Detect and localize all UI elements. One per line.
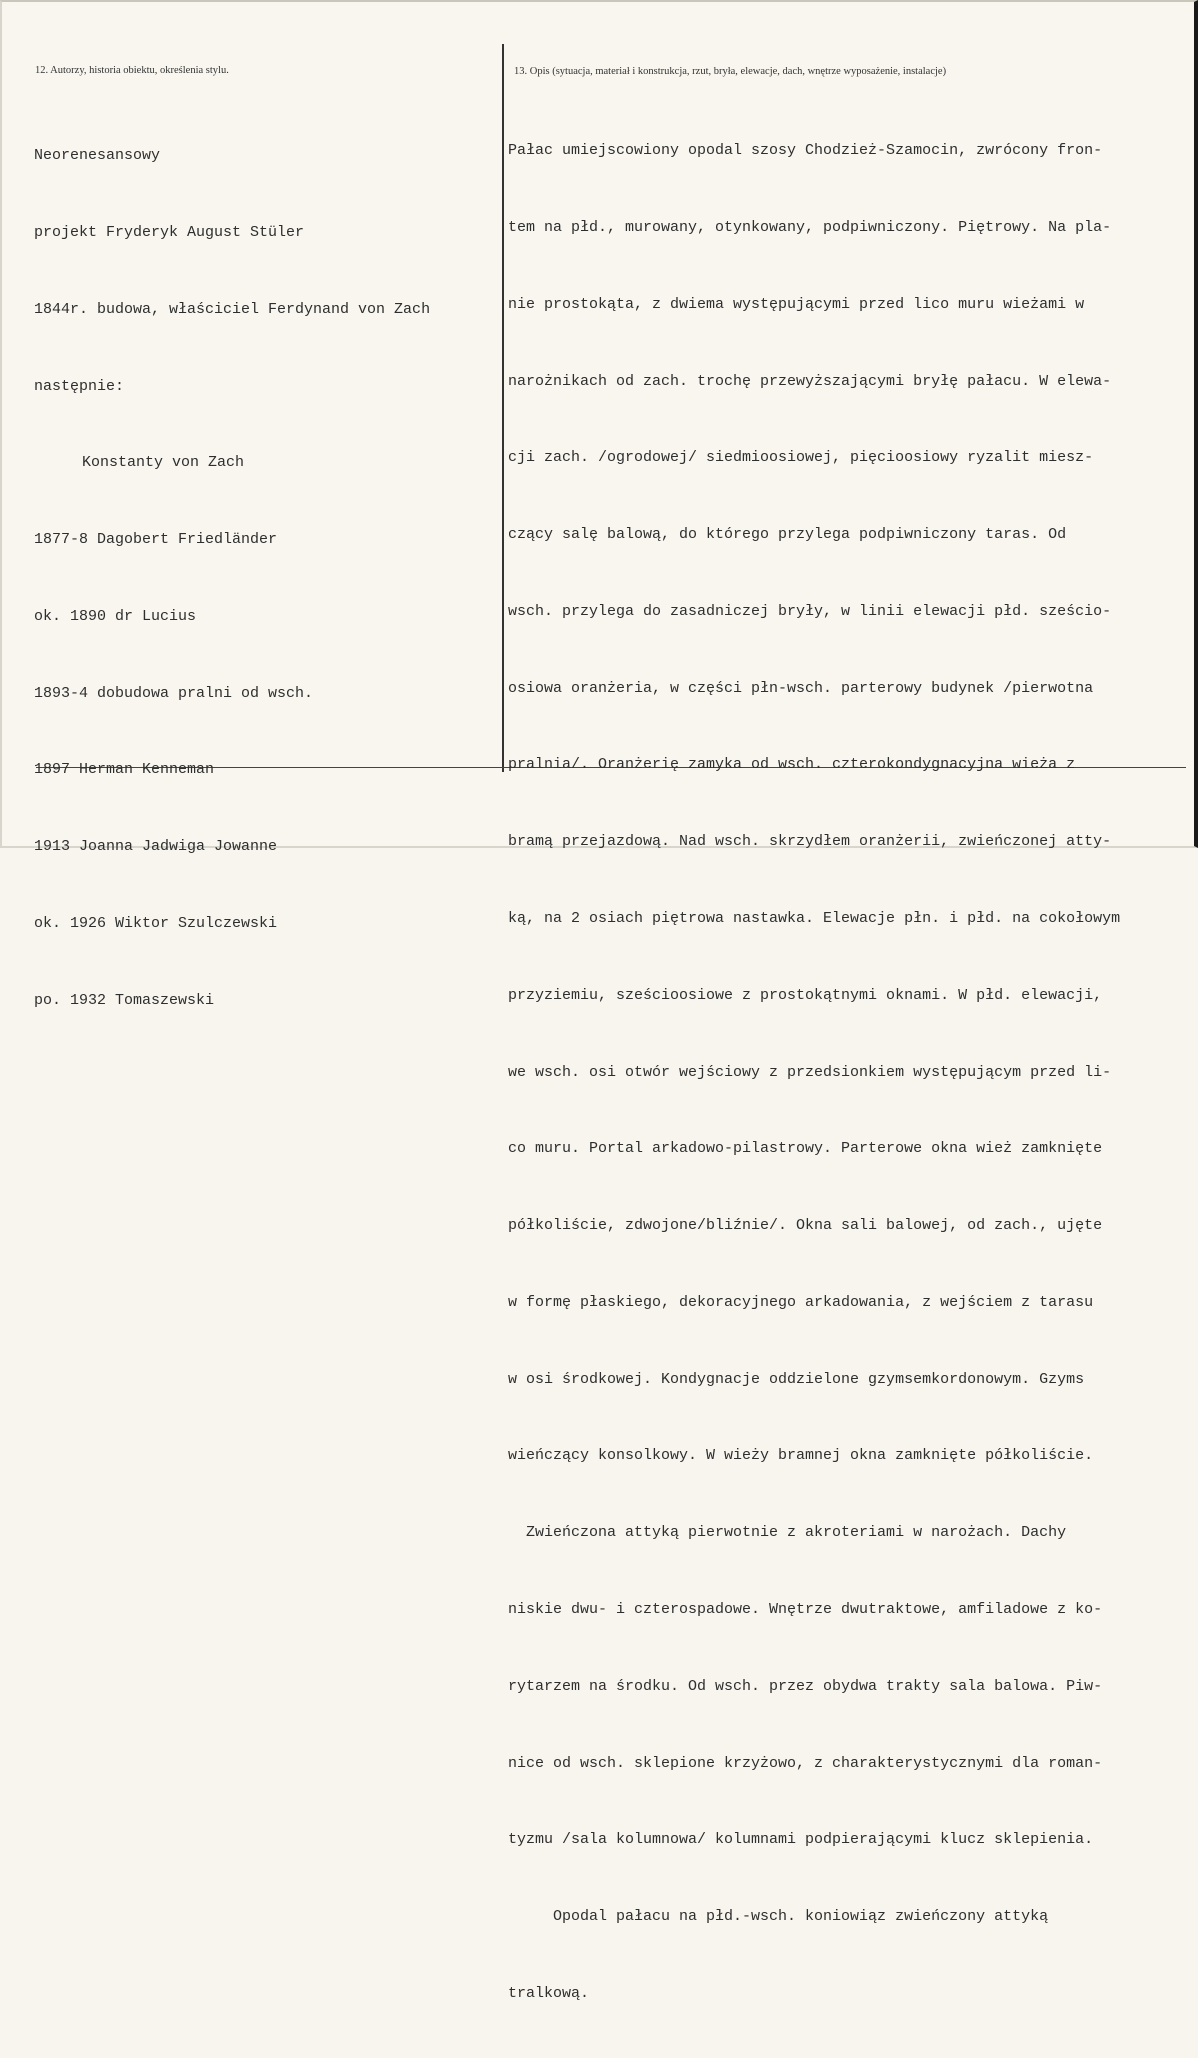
history-line: Konstanty von Zach [82, 454, 245, 472]
history-line: 1913 Joanna Jadwiga Jowanne [34, 838, 278, 856]
description-line: osiowa oranżeria, w części płn-wsch. parterowy budynek /pierwotna [508, 679, 1094, 697]
description-line: przyziemiu, sześcioosiowe z prostokątnymi oknami. W płd. elewacji, [508, 986, 1103, 1004]
description-line: tem na płd., murowany, otynkowany, podpiwniczony. Piętrowy. Na pla- [508, 218, 1112, 236]
history-line: po. 1932 Tomaszewski [34, 991, 215, 1009]
history-line: projekt Fryderyk August Stüler [34, 223, 305, 241]
description-line: w formę płaskiego, dekoracyjnego arkadowania, z wejściem z tarasu [508, 1293, 1094, 1311]
description-line: tyzmu /sala kolumnowa/ kolumnami podpierającymi klucz sklepienia. [508, 1831, 1094, 1849]
description-line: rytarzem na środku. Od wsch. przez obydwa trakty sala balowa. Piw- [508, 1677, 1103, 1695]
history-text [34, 92, 430, 1065]
description-text [508, 87, 1120, 2058]
description-line: Pałac umiejscowiony opodal szosy Chodzież-Szamocin, zwrócony fron- [508, 142, 1103, 160]
history-line: ok. 1926 Wiktor Szulczewski [34, 915, 278, 932]
description-line: półkoliście, zdwojone/bliźnie/. Okna sali balowej, od zach., ujęte [508, 1217, 1103, 1235]
history-line: następnie: [34, 377, 125, 395]
description-line: ką, na 2 osiach piętrowa nastawka. Elewacje płn. i płd. na cokołowym [508, 910, 1121, 927]
history-line: 1893-4 dobudowa pralni od wsch. [34, 684, 314, 702]
description-line: Opodal pałacu na płd.-wsch. koniowiąz zwieńczony attyką [508, 1908, 1049, 1926]
description-line: wsch. przylega do zasadniczej bryły, w linii elewacji płd. sześcio- [508, 602, 1112, 620]
description-line: nice od wsch. sklepione krzyżowo, z charakterystycznymi dla roman- [508, 1754, 1103, 1772]
description-line: czący salę balową, do którego przylega podpiwniczony taras. Od [508, 526, 1067, 544]
history-line: 1877-8 Dagobert Friedländer [34, 531, 278, 549]
description-line: narożnikach od zach. trochę przewyższającymi bryłę pałacu. W elewa- [508, 372, 1112, 390]
description-line: co muru. Portal arkadowo-pilastrowy. Parterowe okna wież zamknięte [508, 1140, 1103, 1158]
description-line: w osi środkowej. Kondygnacje oddzielone gzymsemkordonowym. Gzyms [508, 1370, 1085, 1388]
description-line: pralnia/. Oranżerię zamyka od wsch. czterokondygnacyjna wieża z [508, 756, 1076, 774]
description-line: tralkową. [508, 1984, 590, 2002]
history-line: 1897 Herman Kenneman [34, 761, 215, 779]
description-line: cji zach. /ogrodowej/ siedmioosiowej, pięcioosiowy ryzalit miesz- [508, 449, 1094, 467]
description-line: bramą przejazdową. Nad wsch. skrzydłem oranżerii, zwieńczonej atty- [508, 833, 1112, 851]
section-12-header: 12. Autorzy, historia obiektu, określenia stylu. [35, 65, 229, 76]
section-13-header: 13. Opis (sytuacja, materiał i konstrukcja, rzut, bryła, elewacje, dach, wnętrze wyposażenie, instalacje) [514, 66, 947, 77]
description-line: nie prostokąta, z dwiema występującymi przed lico muru wieżami w [508, 295, 1085, 313]
description-line: wieńczący konsolkowy. W wieży bramnej okna zamknięte półkoliście. [508, 1447, 1094, 1465]
description-line: Zwieńczona attyką pierwotnie z akroteriami w narożach. Dachy [508, 1524, 1067, 1542]
history-line: ok. 1890 dr Lucius [34, 607, 197, 625]
column-divider [502, 44, 504, 772]
description-line: we wsch. osi otwór wejściowy z przedsionkiem występującym przed li- [508, 1063, 1112, 1081]
history-line: 1844r. budowa, właściciel Ferdynand von Zach [34, 300, 431, 318]
history-line: Neorenesansowy [34, 147, 161, 165]
description-line: niskie dwu- i czterospadowe. Wnętrze dwutraktowe, amfiladowe z ko- [508, 1601, 1103, 1619]
